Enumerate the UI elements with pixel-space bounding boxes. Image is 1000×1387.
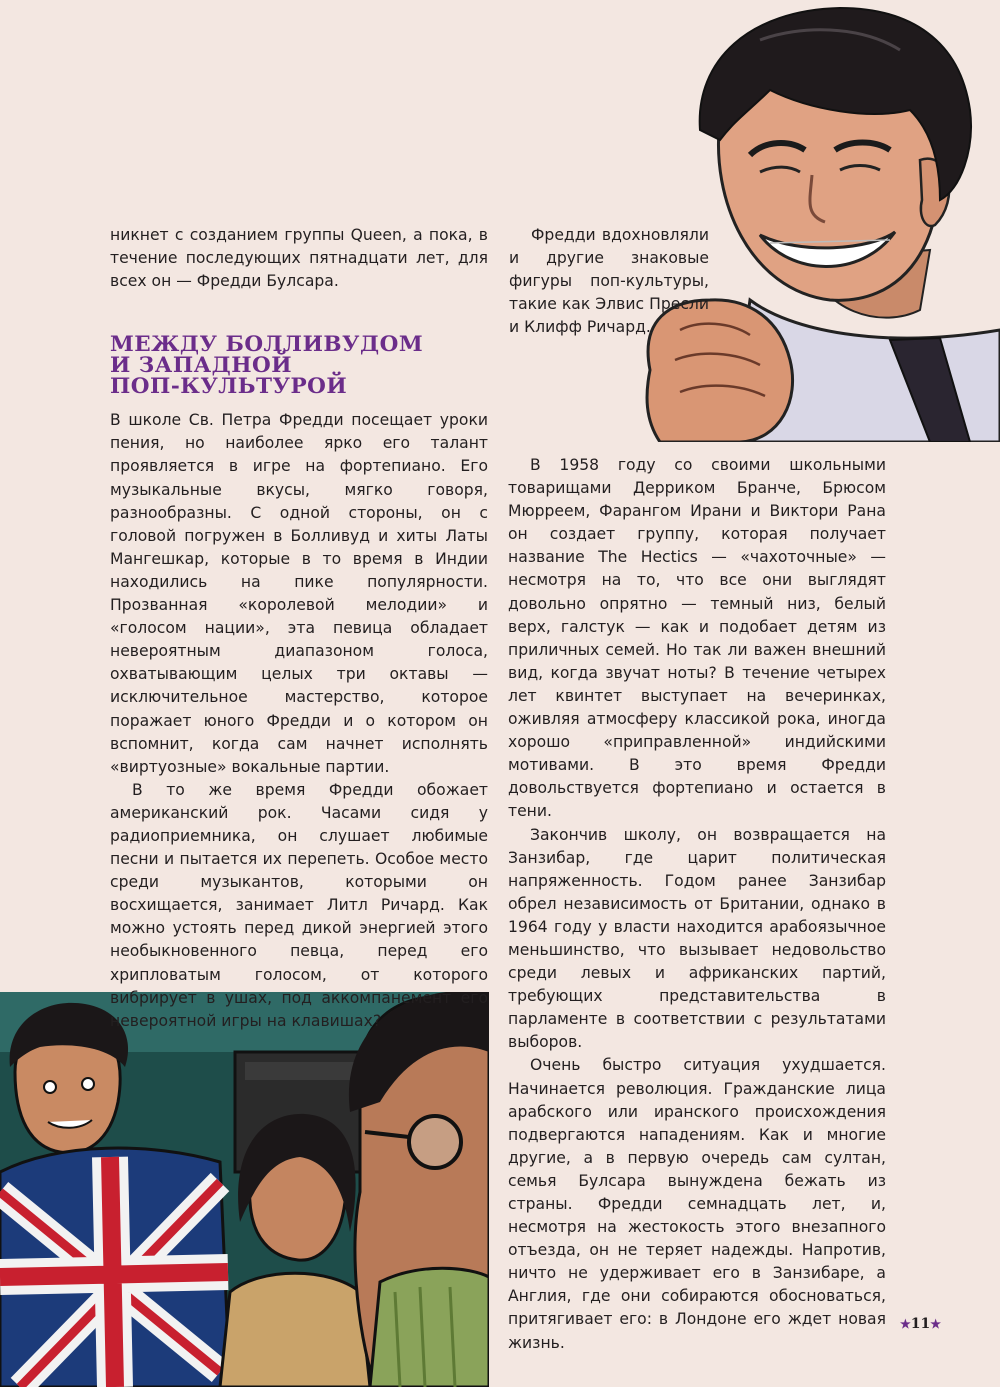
- paragraph-revolution: Очень быстро ситуация ухудшается. Начинается революция. Гражданские лица арабского или иранского происхождения подвергаются нападениям. Как и многие другие, а в первую очередь сам султан, семья Булсара вынуждена бежать из страны. Фредди семнадцать лет, и, несмотря на жестокость этого внезапного отъезда, он не теряет надежды. Напротив, ничто не удерживает его в Занзибаре, а Англия, где они собираются обосноваться, притягивает его: в Лондоне его ждет новая жизнь.: [508, 1056, 886, 1352]
- paragraph-the-hectics: В 1958 году со своими школьными товарищами Дерриком Бранче, Брюсом Мюрреем, Фарангом Ирани и Виктори Рана он создает группу, которая получает название The Hectics — «чахоточные» — несмотря на то, что все они выглядят довольно опрятно — темный низ, белый верх, галстук — как и подобает детям из приличных семей. Но так ли важен внешний вид, когда звучат ноты? В течение четырех лет квинтет выступает на вечеринках, оживляя атмосферу классикой рока, иногда хорошо «приправленной» индийскими мотивами. В это время Фредди довольствуется фортепиано и остается в тени.: [508, 456, 886, 821]
- heading-line-2: И ЗАПАДНОЙ: [110, 353, 293, 379]
- star-icon: ★: [930, 1317, 942, 1331]
- paragraph-school: В школе Св. Петра Фредди посещает уроки пения, но наиболее ярко его талант проявляется в игре на фортепиано. Его музыкальные вкусы, мягко говоря, разнообразны. С одной стороны, он с головой погружен в Болливуд и хиты Латы Мангешкар, которые в то время в Индии находились на пике популярности. Прозванная «королевой мелодии» и «голосом нации», эта певица обладает невероятным диапазоном голоса, охватывающим целых три октавы — исключительное мастерство, которое поражает юного Фредди и о котором он вспомнит, когда сам начнет исполнять «виртуозные» вокальные партии.: [110, 411, 488, 776]
- right-text-column: [508, 454, 886, 1355]
- paragraph-american-rock: В то же время Фредди обожает американский рок. Часами сидя у радиоприемника, он слушает любимые песни и пытается их перепеть. Особое место среди музыкантов, которыми он восхищается, занимает Литл Ричард. Как можно устоять перед дикой энергией этого необыкновенного певца, перед его хрипловатым голосом, от которого вибрирует в ушах, под аккомпанемент его невероятной игры на клавишах?: [110, 780, 488, 1030]
- illustration-family-with-flag: [0, 992, 489, 1387]
- illustration-smiling-young-man: [640, 0, 1000, 442]
- star-icon: ★: [900, 1317, 911, 1331]
- page-number-value: 11: [910, 1316, 931, 1332]
- paragraph-zanzibar: Закончив школу, он возвращается на Занзибар, где царит политическая напряженность. Годом ранее Занзибар обрел независимость от Британии, однако в 1964 году у власти находится арабоязычное меньшинство, что вызывает недовольство среди левых и африканских партий, требующих представительства в парламенте в соответствии с результатами выборов.: [508, 825, 886, 1052]
- heading-line-1: МЕЖДУ БОЛЛИВУДОМ: [110, 332, 424, 358]
- section-heading: [110, 332, 488, 400]
- heading-line-3: ПОП-КУЛЬТУРОЙ: [110, 374, 348, 400]
- pull-quote: Фредди вдохновляли и другие знаковые фигуры поп-культуры, такие как Элвис Пресли и Клифф Ричард.: [509, 226, 709, 337]
- left-text-column: [110, 224, 488, 1033]
- intro-paragraph: никнет с созданием группы Queen, а пока, в течение последующих пятнадцати лет, для всех он — Фредди Булсара.: [110, 226, 488, 291]
- page-number: [900, 1316, 941, 1332]
